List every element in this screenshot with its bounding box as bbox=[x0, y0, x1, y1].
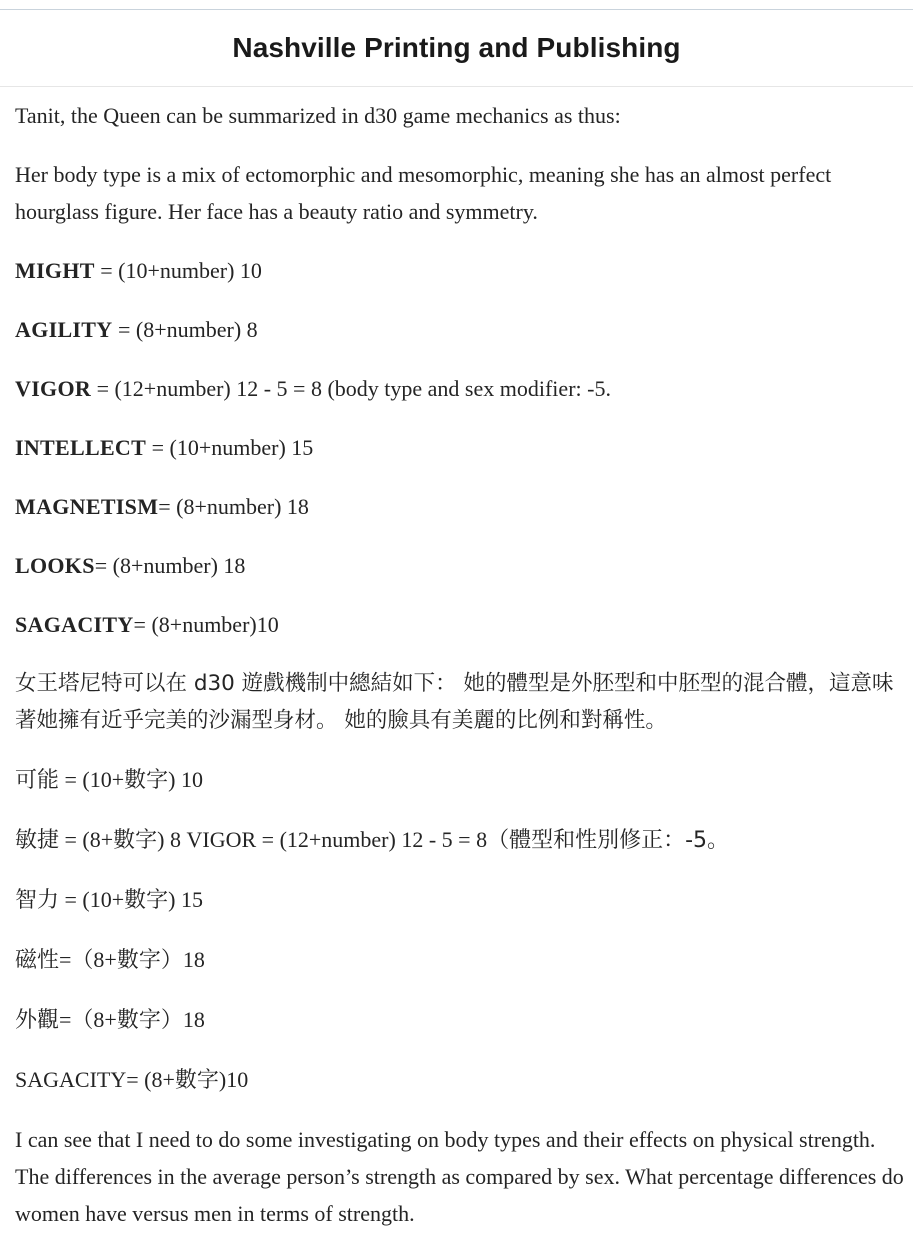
chinese-stat-line-sagacity bbox=[15, 1061, 905, 1099]
stat-value: = (8+number) 18 bbox=[158, 494, 309, 519]
stat-unit: 數字 bbox=[116, 948, 161, 973]
stat-line-sagacity bbox=[15, 606, 905, 643]
closing-paragraph: I can see that I need to do some investigating on body types and their effects on physical strength. The differences in the average person’s strength as compared by sex. What percentage differences do women have versus men in terms of strength. bbox=[15, 1127, 904, 1226]
stat-label: 敏捷 bbox=[15, 828, 60, 853]
stat-value: = (10+number) 15 bbox=[146, 435, 314, 460]
stat-value-tail: ）18 bbox=[160, 1007, 205, 1032]
article-body bbox=[0, 97, 905, 1232]
stat-label: MIGHT bbox=[15, 258, 95, 283]
stat-unit: 數字 bbox=[124, 768, 169, 793]
stat-value: =（8+ bbox=[59, 947, 117, 972]
stat-label: AGILITY bbox=[15, 317, 113, 342]
stat-value-tail: ）18 bbox=[160, 947, 205, 972]
stat-value: = (12+number) 12 - 5 = 8 (body type and sex modifier: -5. bbox=[91, 376, 611, 401]
stat-label: INTELLECT bbox=[15, 435, 147, 460]
stat-value: =（8+ bbox=[59, 1007, 117, 1032]
stat-unit: 數字 bbox=[174, 1068, 219, 1093]
stat-label: 磁性 bbox=[15, 948, 60, 973]
chinese-stat-line-intellect bbox=[15, 881, 905, 919]
stat-value: = (10+ bbox=[59, 767, 125, 792]
chinese-stat-line-looks bbox=[15, 1001, 905, 1039]
stat-label: 外觀 bbox=[15, 1008, 60, 1033]
chinese-stat-line-magnetism bbox=[15, 941, 905, 979]
body-description-paragraph: Her body type is a mix of ectomorphic and mesomorphic, meaning she has an almost perfect hourglass figure. Her face has a beauty ratio and symmetry. bbox=[15, 162, 832, 224]
stat-unit: 數字 bbox=[113, 828, 158, 853]
stat-label: SAGACITY bbox=[15, 612, 134, 637]
chinese-summary-paragraph: 女王塔尼特可以在 d30 遊戲機制中總結如下： 她的體型是外胚型和中胚型的混合體，這意味著她擁有近乎完美的沙漏型身材。 她的臉具有美麗的比例和對稱性。 bbox=[15, 671, 894, 733]
stat-line-looks bbox=[15, 547, 905, 584]
stat-value-tail: ) 15 bbox=[168, 887, 203, 912]
stat-value: = (10+number) 10 bbox=[94, 258, 262, 283]
stat-line-magnetism bbox=[15, 488, 905, 525]
site-title[interactable]: Nashville Printing and Publishing bbox=[232, 32, 681, 63]
stat-unit: 數字 bbox=[124, 888, 169, 913]
stat-label: LOOKS bbox=[15, 553, 95, 578]
stat-modifier-note: （體型和性別修正：-5。 bbox=[487, 828, 730, 853]
stat-label: MAGNETISM bbox=[15, 494, 159, 519]
site-header bbox=[0, 10, 913, 87]
stat-value: = (8+number) 18 bbox=[94, 553, 246, 578]
stat-label: VIGOR bbox=[15, 376, 92, 401]
intro-paragraph: Tanit, the Queen can be summarized in d30 game mechanics as thus: bbox=[15, 103, 621, 128]
stat-value-tail: ) 8 VIGOR = (12+number) 12 - 5 = 8 bbox=[157, 827, 488, 852]
stat-line-intellect bbox=[15, 429, 905, 466]
stat-line-vigor bbox=[15, 370, 905, 407]
stat-value-tail: ) 10 bbox=[168, 767, 203, 792]
stat-value: = (8+ bbox=[59, 827, 114, 852]
top-border bbox=[0, 0, 913, 10]
stat-unit: 數字 bbox=[116, 1008, 161, 1033]
stat-label: 智力 bbox=[15, 888, 60, 913]
stat-value: = (10+ bbox=[59, 887, 125, 912]
stat-label: 可能 bbox=[15, 768, 60, 793]
stat-value: = (8+number)10 bbox=[133, 612, 279, 637]
chinese-stat-line-agility bbox=[15, 821, 905, 859]
stat-value: SAGACITY= (8+ bbox=[15, 1067, 175, 1092]
stat-value-tail: )10 bbox=[218, 1067, 249, 1092]
chinese-stat-line-might bbox=[15, 761, 905, 799]
stat-line-might bbox=[15, 252, 905, 289]
stat-value: = (8+number) 8 bbox=[112, 317, 258, 342]
stat-line-agility bbox=[15, 311, 905, 348]
